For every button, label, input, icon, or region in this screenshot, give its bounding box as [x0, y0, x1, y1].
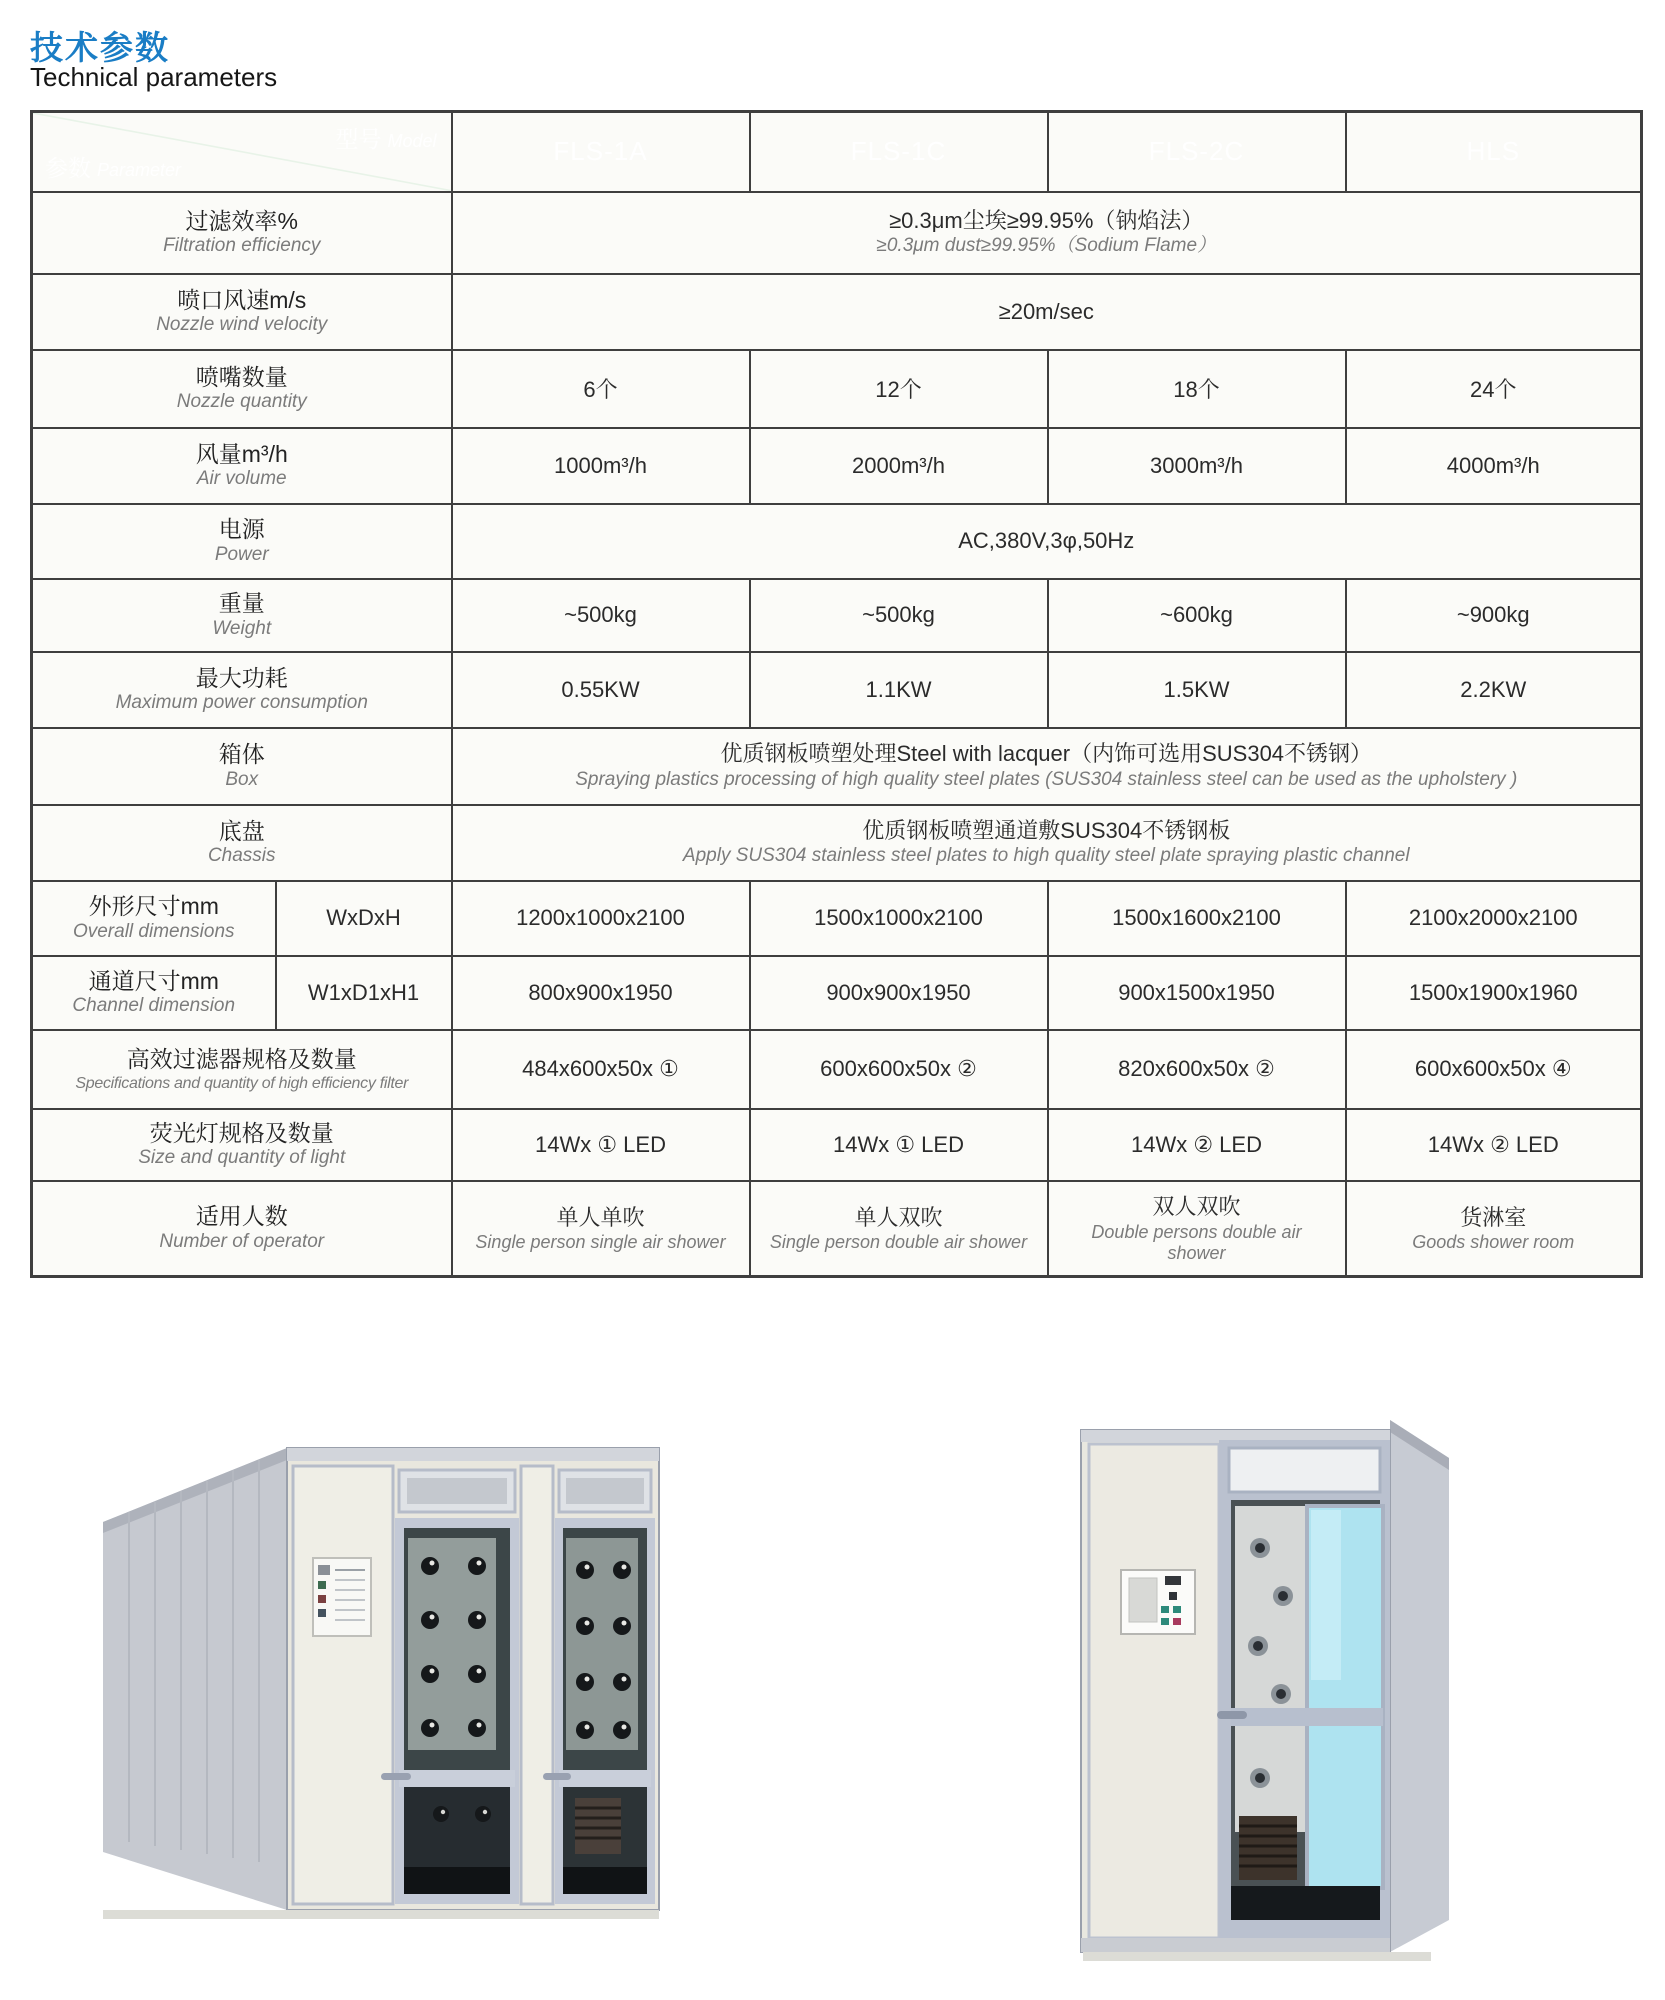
page-title-zh: 技术参数	[30, 29, 170, 66]
cell-channel-unit: W1xD1xH1	[276, 956, 452, 1030]
table-row	[32, 274, 1642, 350]
cell-box-value	[452, 728, 1642, 805]
label-zh: 外形尺寸mm	[88, 893, 219, 920]
table-header-row	[32, 112, 1642, 192]
cell-weight-label	[32, 579, 452, 652]
single-air-shower-photo	[1055, 1378, 1470, 1988]
corner-param-label	[45, 150, 181, 183]
value-zh: 双人双吹	[1152, 1194, 1241, 1220]
label-zh: 过滤效率%	[185, 207, 298, 234]
cell-overall-0: 1200x1000x2100	[452, 881, 750, 956]
cell-light-3: 14Wx ② LED	[1346, 1109, 1642, 1181]
cell-filter-0: 484x600x50x ①	[452, 1030, 750, 1109]
label-en: Air volume	[196, 468, 287, 490]
cell-weight-0: ~500kg	[452, 579, 750, 652]
label-en: Maximum power consumption	[115, 692, 368, 714]
table-row	[32, 579, 1642, 652]
corner-model-label	[335, 121, 436, 154]
cell-nozzle-qty-2: 18个	[1048, 350, 1346, 428]
technical-parameters-table	[30, 110, 1643, 1278]
corner-model-zh: 型号	[335, 126, 382, 152]
label-zh: 箱体	[218, 741, 265, 768]
label-en: Chassis	[207, 845, 276, 867]
cell-operator-3	[1346, 1181, 1642, 1277]
table-row	[32, 652, 1642, 728]
cell-air-volume-0: 1000m³/h	[452, 428, 750, 504]
cell-operator-2	[1048, 1181, 1346, 1277]
label-en: Specifications and quantity of high efficiency filter	[75, 1074, 409, 1092]
table-row	[32, 881, 1642, 956]
cell-power-value: AC,380V,3φ,50Hz	[452, 504, 1642, 579]
label-en: Size and quantity of light	[138, 1147, 346, 1169]
cell-channel-0: 800x900x1950	[452, 956, 750, 1030]
corner-param-zh: 参数	[45, 154, 91, 181]
table-row	[32, 1109, 1642, 1181]
label-zh: 风量m³/h	[195, 440, 288, 467]
value-zh: 货淋室	[1460, 1204, 1527, 1230]
value-en: Spraying plastics processing of high quality steel plates (SUS304 stainless steel can be used as the upholstery )	[575, 768, 1518, 790]
cell-air-volume-1: 2000m³/h	[750, 428, 1048, 504]
label-zh: 喷嘴数量	[195, 363, 288, 390]
cell-max-power-0: 0.55KW	[452, 652, 750, 728]
model-header-fls1a: FLS-1A	[452, 112, 750, 192]
cell-overall-label	[32, 881, 276, 956]
label-zh: 电源	[218, 516, 265, 543]
cell-overall-2: 1500x1600x2100	[1048, 881, 1346, 956]
page-title-en: Technical parameters	[30, 62, 278, 92]
table-row	[32, 192, 1642, 274]
cell-channel-2: 900x1500x1950	[1048, 956, 1346, 1030]
label-zh: 底盘	[218, 817, 265, 844]
cell-overall-3: 2100x2000x2100	[1346, 881, 1642, 956]
cell-filter-3: 600x600x50x ④	[1346, 1030, 1642, 1109]
cell-nozzle-qty-3: 24个	[1346, 350, 1642, 428]
value-zh: 单人双吹	[854, 1204, 943, 1230]
cell-max-power-2: 1.5KW	[1048, 652, 1346, 728]
table-row	[32, 428, 1642, 504]
cell-channel-1: 900x900x1950	[750, 956, 1048, 1030]
label-en: Nozzle quantity	[176, 391, 307, 413]
value-en: Single person double air shower	[769, 1232, 1028, 1253]
label-en: Weight	[212, 617, 272, 639]
cell-wind-label	[32, 274, 452, 350]
table-row	[32, 1181, 1642, 1277]
cell-nozzle-qty-label	[32, 350, 452, 428]
cell-light-label	[32, 1109, 452, 1181]
cell-chassis-label	[32, 805, 452, 881]
cell-weight-1: ~500kg	[750, 579, 1048, 652]
value-en: Goods shower room	[1412, 1232, 1575, 1253]
cell-light-1: 14Wx ① LED	[750, 1109, 1048, 1181]
cell-air-volume-2: 3000m³/h	[1048, 428, 1346, 504]
value-zh: ≥0.3μm尘埃≥99.95%（钠焰法）	[889, 207, 1204, 233]
cell-wind-value: ≥20m/sec	[452, 274, 1642, 350]
cell-air-volume-label	[32, 428, 452, 504]
cell-filter-2: 820x600x50x ②	[1048, 1030, 1346, 1109]
cell-operator-label	[32, 1181, 452, 1277]
cell-overall-1: 1500x1000x2100	[750, 881, 1048, 956]
value-en: ≥0.3μm dust≥99.95%（Sodium Flame）	[876, 235, 1217, 257]
label-en: Box	[225, 768, 259, 790]
table-row	[32, 504, 1642, 579]
model-header-fls2c: FLS-2C	[1048, 112, 1346, 192]
model-header-fls1c: FLS-1C	[750, 112, 1048, 192]
cell-weight-2: ~600kg	[1048, 579, 1346, 652]
label-en: Nozzle wind velocity	[156, 314, 328, 336]
label-en: Power	[214, 543, 269, 565]
model-header-hls: HLS	[1346, 112, 1642, 192]
table-row	[32, 1030, 1642, 1109]
double-air-shower-photo	[85, 1390, 665, 1945]
label-en: Number of operator	[159, 1231, 325, 1253]
label-zh: 喷口风速m/s	[177, 286, 307, 313]
label-zh: 最大功耗	[195, 664, 288, 691]
cell-operator-1	[750, 1181, 1048, 1277]
cell-power-label	[32, 504, 452, 579]
value-en: Apply SUS304 stainless steel plates to high quality steel plate spraying plastic channel	[682, 845, 1410, 867]
cell-nozzle-qty-0: 6个	[452, 350, 750, 428]
cell-max-power-3: 2.2KW	[1346, 652, 1642, 728]
corner-model-en: Model	[387, 131, 437, 151]
label-zh: 荧光灯规格及数量	[149, 1119, 334, 1146]
cell-light-0: 14Wx ① LED	[452, 1109, 750, 1181]
label-en: Filtration efficiency	[163, 235, 321, 257]
label-en: Overall dimensions	[72, 920, 235, 942]
cell-filtration-label	[32, 192, 452, 274]
cell-filtration-value	[452, 192, 1642, 274]
value-zh: 优质钢板喷塑处理Steel with lacquer（内饰可选用SUS304不锈钢）	[720, 741, 1373, 767]
cell-nozzle-qty-1: 12个	[750, 350, 1048, 428]
cell-max-power-label	[32, 652, 452, 728]
label-zh: 通道尺寸mm	[88, 967, 219, 994]
single-air-shower-illustration	[1055, 1378, 1470, 1988]
label-zh: 高效过滤器规格及数量	[126, 1046, 357, 1073]
cell-light-2: 14Wx ② LED	[1048, 1109, 1346, 1181]
cell-filter-label	[32, 1030, 452, 1109]
label-zh: 适用人数	[195, 1203, 288, 1230]
label-zh: 重量	[218, 590, 265, 617]
cell-chassis-value	[452, 805, 1642, 881]
cell-air-volume-3: 4000m³/h	[1346, 428, 1642, 504]
table-row	[32, 728, 1642, 805]
cell-weight-3: ~900kg	[1346, 579, 1642, 652]
value-en: Double persons double air shower	[1091, 1221, 1302, 1263]
value-zh: 优质钢板喷塑通道敷SUS304不锈钢板	[862, 817, 1231, 843]
table-row	[32, 805, 1642, 881]
cell-operator-0	[452, 1181, 750, 1277]
value-zh: 单人单吹	[556, 1204, 645, 1230]
table-row	[32, 956, 1642, 1030]
cell-overall-unit: WxDxH	[276, 881, 452, 956]
cell-channel-3: 1500x1900x1960	[1346, 956, 1642, 1030]
cell-box-label	[32, 728, 452, 805]
cell-filter-1: 600x600x50x ②	[750, 1030, 1048, 1109]
cell-max-power-1: 1.1KW	[750, 652, 1048, 728]
value-en: Single person single air shower	[475, 1232, 726, 1253]
corner-param-en: Parameter	[97, 159, 182, 180]
double-air-shower-illustration	[85, 1390, 665, 1945]
label-en: Channel dimension	[72, 995, 236, 1017]
corner-header-cell	[32, 112, 452, 192]
table-row	[32, 350, 1642, 428]
cell-channel-label	[32, 956, 276, 1030]
